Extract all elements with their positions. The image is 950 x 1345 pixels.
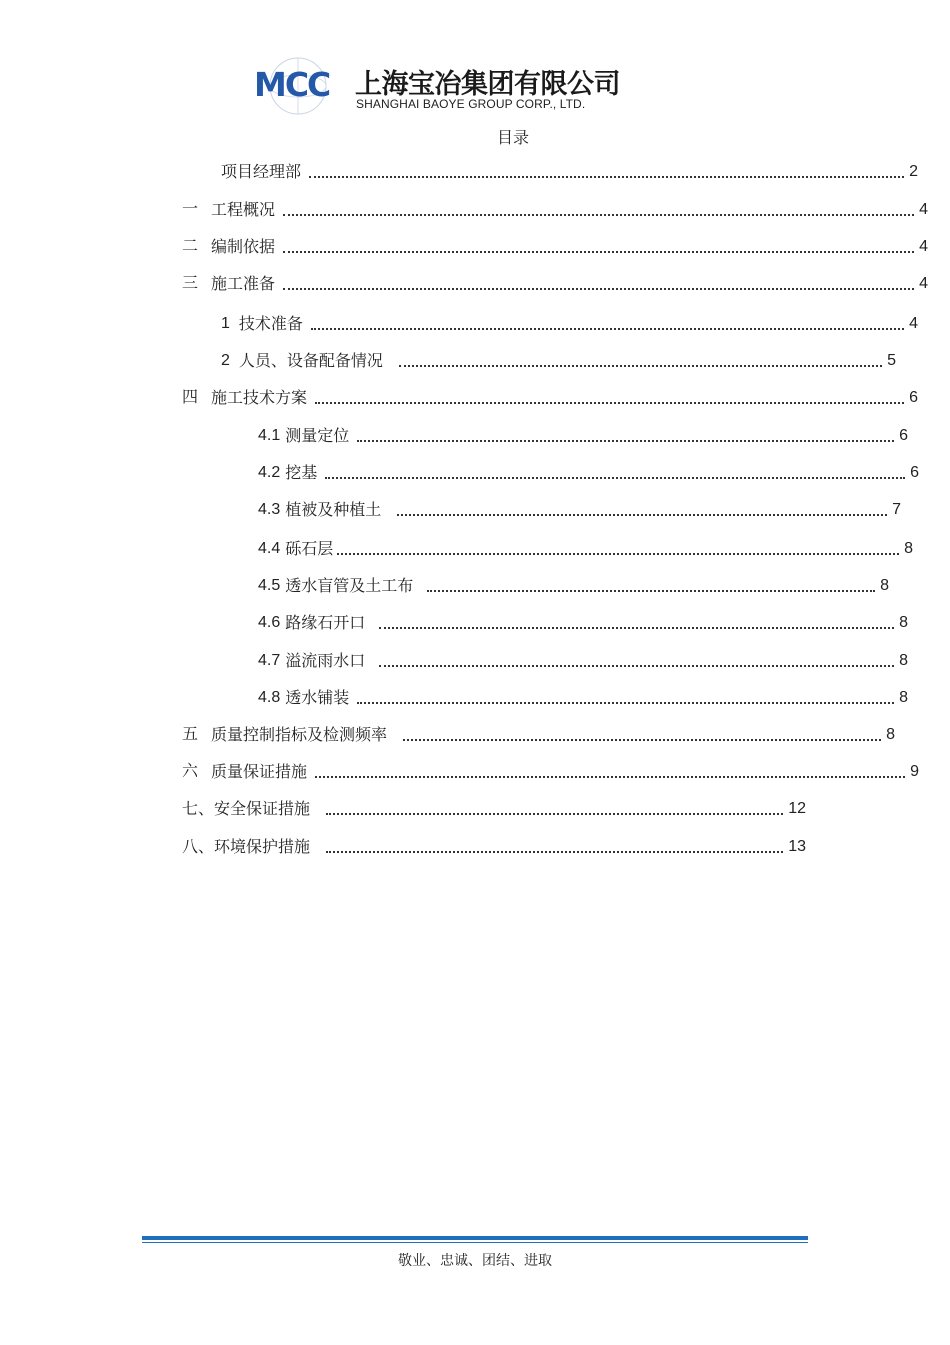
toc-entry-number: 三 [182, 275, 199, 292]
toc-entry-number: 一 [182, 201, 199, 218]
toc-entry-title: 质量保证措施 [211, 762, 308, 781]
toc-entry-page: 8 [886, 726, 895, 743]
toc-entry-title: 挖基 [285, 463, 318, 482]
toc-entry[interactable] [182, 798, 892, 820]
toc-entry-number: 四 [182, 389, 199, 406]
toc-entry-page: 8 [904, 540, 913, 557]
toc-leader [283, 251, 914, 253]
toc-leader [309, 176, 904, 178]
toc-leader [357, 440, 894, 442]
footer-rule-thick [142, 1236, 808, 1240]
toc-entry-number: 4.8 [258, 689, 281, 706]
toc-entry-number: 4.3 [258, 501, 281, 518]
toc-entry-page: 13 [788, 838, 806, 855]
toc-entry-page: 8 [899, 689, 908, 706]
toc-entry-title: 施工准备 [211, 274, 276, 293]
toc-leader [325, 477, 905, 479]
toc-entry-number: 4.1 [258, 427, 281, 444]
toc-entry-number: 4.2 [258, 464, 281, 481]
toc-entry-number: 4.6 [258, 614, 281, 631]
toc-entry-page: 2 [909, 163, 918, 180]
toc-leader [283, 214, 914, 216]
toc-entry-page: 8 [880, 577, 889, 594]
toc-entry-title: 八、环境保护措施 [182, 837, 311, 856]
toc-entry-number: 4.5 [258, 577, 281, 594]
toc-entry-page: 8 [899, 652, 908, 669]
footer-rule-thin [142, 1242, 808, 1243]
toc-entry-title: 溢流雨水口 [285, 651, 366, 670]
toc-entry[interactable] [258, 499, 901, 521]
toc-entry[interactable] [258, 687, 908, 709]
toc-entry-number: 2 [221, 352, 230, 369]
toc-entry-title: 路缘石开口 [285, 613, 366, 632]
toc-entry-number: 4.4 [258, 540, 281, 557]
toc-entry-number: 4.7 [258, 652, 281, 669]
toc-entry[interactable] [221, 161, 918, 183]
toc-entry[interactable] [182, 761, 919, 783]
toc-leader [403, 739, 881, 741]
toc-entry-number: 五 [182, 726, 199, 743]
toc-entry-page: 6 [910, 464, 919, 481]
toc-entry-page: 5 [887, 352, 896, 369]
toc-entry[interactable] [221, 313, 918, 335]
toc-leader [315, 776, 905, 778]
toc-entry-title: 工程概况 [211, 200, 276, 219]
toc-leader [357, 702, 894, 704]
mcc-logo-icon [252, 56, 352, 116]
toc-entry[interactable] [258, 575, 889, 597]
toc-entry[interactable] [182, 199, 928, 221]
footer-motto: 敬业、忠诚、团结、进取 [398, 1253, 552, 1269]
toc-entry-number: 二 [182, 238, 199, 255]
toc-entry-page: 4 [909, 315, 918, 332]
toc-entry-page: 6 [899, 427, 908, 444]
toc-entry-page: 4 [919, 201, 928, 218]
toc-entry-page: 6 [909, 389, 918, 406]
toc-entry[interactable] [258, 538, 913, 560]
toc-entry[interactable] [182, 724, 895, 746]
toc-entry[interactable] [182, 387, 918, 409]
company-name-en: SHANGHAI BAOYE GROUP CORP., LTD. [356, 97, 586, 111]
toc-entry-title: 植被及种植土 [285, 500, 382, 519]
toc-entry-page: 7 [892, 501, 901, 518]
toc-entry-title: 透水盲管及土工布 [285, 576, 414, 595]
toc-leader [379, 627, 894, 629]
toc-entry[interactable] [182, 273, 928, 295]
toc-entry-title: 人员、设备配备情况 [238, 351, 383, 370]
toc-entry-title: 质量控制指标及检测频率 [211, 725, 388, 744]
toc-entry-title: 砾石层 [285, 539, 334, 558]
toc-entry-page: 9 [910, 763, 919, 780]
toc-entry[interactable] [258, 462, 919, 484]
toc-entry-page: 8 [899, 614, 908, 631]
toc-entry-number: 六 [182, 763, 199, 780]
toc-leader [283, 288, 914, 290]
toc-leader [427, 590, 875, 592]
toc-leader [397, 514, 887, 516]
toc-entry[interactable] [258, 612, 908, 634]
toc-leader [326, 813, 783, 815]
toc-entry-title: 测量定位 [285, 426, 350, 445]
toc-entry-title: 项目经理部 [221, 162, 302, 181]
toc-entry[interactable] [182, 836, 892, 858]
toc-leader [379, 665, 894, 667]
toc-leader [399, 365, 882, 367]
svg-text:MCC: MCC [254, 65, 330, 104]
toc-leader [326, 851, 783, 853]
toc-leader [337, 553, 899, 555]
toc-title: 目录 [496, 128, 529, 147]
toc-entry-title: 施工技术方案 [211, 388, 308, 407]
toc-entry[interactable] [221, 350, 896, 372]
toc-entry-page: 4 [919, 238, 928, 255]
toc-leader [315, 402, 904, 404]
toc-entry-title: 技术准备 [238, 314, 303, 333]
toc-entry-page: 12 [788, 800, 806, 817]
toc-entry-number: 1 [221, 315, 230, 332]
company-logo [252, 56, 620, 116]
toc-entry[interactable] [258, 425, 908, 447]
toc-entry-page: 4 [919, 275, 928, 292]
toc-leader [311, 328, 904, 330]
toc-entry[interactable] [182, 236, 928, 258]
company-name-cn: 上海宝冶集团有限公司 [355, 69, 620, 100]
toc-entry[interactable] [258, 650, 908, 672]
toc-entry-title: 七、安全保证措施 [182, 799, 311, 818]
toc-entry-title: 编制依据 [211, 237, 276, 256]
toc-entry-title: 透水铺装 [285, 688, 350, 707]
